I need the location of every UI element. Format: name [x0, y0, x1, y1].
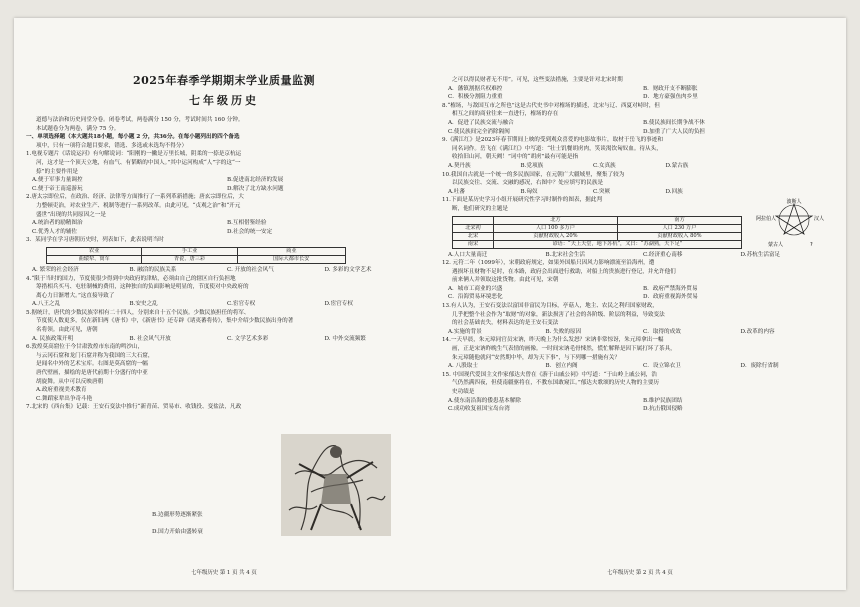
- table-cell: 曲辕犁、筒车: [47, 255, 142, 263]
- question-4-line: 离心力日渐增大。”这直接导致了: [36, 292, 115, 299]
- question-9-line: 收拾旧山河，朝天阙！”词中的“胡虏”最有可能是指: [452, 154, 579, 161]
- question-13-options: [442, 328, 838, 337]
- option-a: A.政府重视美术教育: [36, 387, 87, 394]
- exam-subtitle: 七年级历史: [189, 94, 259, 107]
- table-cell: 南宋: [453, 240, 494, 248]
- page-footer: 七年级历史 第 1 页 共 4 页: [191, 570, 257, 577]
- question-15-line: 气仍然满四夜，但使南疆驱将在，不教东国敢窥江。”郁达夫歌颂的历史人物的主要历: [452, 380, 660, 387]
- question-8: 8.“榷场，与敌国互市之所也”这是古代史书中对榷场的描述，北宋与辽、西夏对峙时，但: [442, 102, 661, 109]
- option-a: A.吐蕃: [448, 188, 466, 195]
- option-c: C.使民族间完全消除隔阂: [448, 128, 510, 135]
- question-1: 1.电视专题片《话说运河》有句解说词：“阳刚的一撇是万里长城，阴柔的一捺是京杭运: [26, 151, 242, 158]
- option-d: D.加重了广大人民的负担: [643, 128, 706, 135]
- question-7-cont: 之可以得民财者无不用”。可见，这些变法措施，主要是针对北宋时期: [452, 77, 623, 83]
- option-b: B.党项族: [520, 162, 544, 169]
- option-c: C.便于帝王南巡游玩: [32, 185, 83, 192]
- option-d: D.社会的统一安定: [227, 228, 273, 235]
- question-10-options: [442, 188, 738, 197]
- option-c: C.宦官专权: [227, 301, 256, 308]
- table-cell: 贡献财政收入 80%: [617, 232, 741, 240]
- question-3-options: [26, 266, 422, 275]
- dunhuang-mural-image: [281, 434, 391, 536]
- question-6-line: 与云冈石窟和龙门石窟并称为我国的三大石窟，: [36, 352, 154, 359]
- option-b: B.维护民族团结: [643, 397, 683, 404]
- option-a: A．促进了民族交流与融合: [448, 119, 514, 126]
- table-cell: 国际大都市长安: [237, 255, 345, 263]
- question-5-line: 名将领。由此可见，唐朝: [36, 327, 98, 334]
- question-12-line: 前来俩人并领取这批货物。由此可见，宋朝: [452, 277, 559, 284]
- option-b: B. 社会风气开放: [129, 335, 171, 342]
- option-a: A．藩镇割据兵权难控: [448, 85, 503, 92]
- table-cell: 谚语：“天上天堂，地下苏杭”，又曰：“苏湖熟，天下足”: [493, 240, 741, 248]
- question-12-line: 遇损坏且财物不足时，在本路，政府会出面进行救助，对船上的贵族进行登记，并允许他们: [452, 268, 676, 275]
- question-5-line: 节度使人数更多，仅在新旧两《唐书》中，《新唐书》还专辟《诸夷蕃将传》，集中介绍少数民族出身的著: [36, 318, 294, 325]
- table-cell: 人口 230 万户: [617, 224, 741, 232]
- question-15: 15. 中国现代爱国主文作家郁达夫曾在《游于山戚公祠》中写道：“于山岭上戚公祠，浩: [442, 371, 657, 378]
- question-15-options: [442, 397, 838, 406]
- option-b: B.安史之乱: [129, 301, 158, 308]
- question-15-options: [442, 405, 838, 414]
- table-header: 北方: [493, 216, 617, 224]
- option-a: A.使东南沿海的倭患基本解除: [448, 397, 521, 404]
- option-d: D．废除行省制: [740, 363, 779, 370]
- option-a: A.实施的背景: [448, 328, 482, 335]
- option-c: C．积极分割阻力重重: [448, 94, 503, 101]
- table-header: [453, 216, 494, 224]
- question-13: 13.有人认为，王安石变法以富国非富民为目标，亭菇人，地主、农民之利归国家财政，: [442, 303, 658, 310]
- table-header: 南方: [617, 216, 741, 224]
- option-c: C. 文学艺术多彩: [227, 335, 269, 342]
- question-4: 4.“限于当时的国力，节度使很少得到中央政府的津贴，必须由自己的辖区自行负担地: [26, 275, 236, 282]
- option-b: B.北宋社会生活: [545, 251, 585, 258]
- option-d: D.改革的内容: [740, 328, 775, 335]
- option-d: D. 中外交流频繁: [324, 335, 366, 342]
- option-a: A.契丹族: [448, 162, 471, 169]
- question-6-line: 唐代壁画，描绘的是唐代前期十分盛行的中亚: [36, 370, 148, 377]
- question-2: 2.唐太宗即位后，在政治、经济、法律等方面推行了一系列革新措施；唐玄宗即位后，大: [26, 194, 244, 201]
- question-13-line: 几乎把整个社会作为“取财”的对象，新法损害了社会的各阶级、阶层的利益，导致变法: [452, 311, 665, 318]
- question-6: 6.敦煌莫高窟位于今甘肃敦煌市东南的鸣沙山，: [26, 344, 144, 351]
- option-c: C．取得的成效: [643, 328, 681, 335]
- option-a: A.统治者的励精图治: [32, 220, 83, 227]
- diagram-label: 阿拉伯人: [756, 216, 777, 222]
- question-8-line: 相互之间的商业往来一直进行，榷场的存在: [452, 111, 559, 118]
- question-1-options: [26, 176, 422, 185]
- question-3-table: [46, 247, 346, 264]
- option-d: D.宦官专权: [324, 301, 353, 308]
- option-a: A. 八股取士: [448, 363, 478, 370]
- question-12: 12. 元符二年（1099年），宋朝政府规定，如果外国船只因风力影响漂流至沿海州，遭: [442, 260, 655, 267]
- option-d: D. 多彩的文学艺术: [324, 266, 372, 273]
- question-5-options: [26, 335, 422, 344]
- option-a: A.人口大量南迁: [448, 251, 488, 258]
- question-2-line: 盛世”出现的共同原因之一是: [36, 211, 106, 218]
- option-c: C.成功收复祖国宝岛台湾: [448, 406, 510, 413]
- option-d: D.苏杭生活富足: [740, 251, 781, 258]
- question-11: 11.下面是某历史学习小组开展研究性学习时制作的图表，据此判: [442, 197, 602, 204]
- question-4-options: [26, 300, 422, 309]
- option-d: D.抗击俄国侵略: [643, 406, 683, 413]
- option-c: C.突厥: [593, 188, 611, 195]
- diagram-label: 蒙古人: [768, 242, 784, 248]
- option-b: B. 失败的原因: [545, 328, 582, 335]
- question-2-line: 力整顿吏治，对农业生产、税制等进行一系列改革。由此可见，“贞观之治”和“开元: [36, 202, 241, 209]
- section-heading-cont: 项中，只有一项符合题目要求，错选、多选或未选均不得分）: [36, 142, 188, 149]
- question-2-options: [26, 219, 422, 228]
- question-6-line: 胡旋舞。从中可以反映唐朝: [36, 378, 104, 385]
- question-15-line: 史功绩是: [452, 389, 475, 395]
- question-1-line: 捺”的主要作用是: [36, 168, 79, 175]
- exam-note: 本试题卷分为两卷，满分 75 分。: [36, 125, 120, 132]
- question-7-options: [442, 85, 838, 94]
- option-c: C. 开放的社会风气: [227, 266, 274, 273]
- option-b: B．财政开支不断膨胀: [643, 85, 698, 92]
- option-b: B.促进南北经济的发展: [227, 177, 284, 184]
- diagram-label: 波斯人: [786, 199, 802, 205]
- question-12-options: [442, 293, 838, 302]
- question-1-options: [26, 185, 422, 194]
- option-a: A. 繁荣的社会经济: [32, 266, 79, 273]
- question-11-table: [452, 216, 742, 249]
- question-7: 7.北宋的《西台集》记载：王安石变法中推行“新青苗、贸易市、收钱役、变盐法，凡政: [26, 404, 242, 411]
- question-14-line: 画，正是宋讷昨晚生气表情的画像。一时间宋讷毛骨悚然，慌忙解释是因下属打坏了茶具，: [452, 346, 676, 353]
- question-12-options: [442, 285, 838, 294]
- question-13-line: 的社会基础丧失，材料表达的是王安石变法: [452, 320, 559, 327]
- question-7-options: [442, 93, 838, 102]
- option-c: C．沿海贸易环境恶化: [448, 294, 503, 301]
- option-b: B.匈奴: [520, 188, 538, 195]
- table-header: 手工业: [142, 247, 237, 255]
- option-c: C.舞蹈家辈出争奇斗艳: [36, 395, 93, 402]
- option-d: D.国力开始由盛转衰: [152, 529, 203, 535]
- option-a: A.八王之乱: [32, 301, 61, 308]
- exam-title: 2025年春季学期期末学业质量监测: [132, 74, 316, 87]
- option-d: D.回族: [665, 188, 683, 195]
- option-b: B．创立内阁: [545, 363, 578, 370]
- question-10-line: 以民族交往、交流、交融的感况，右图中？处应填写的民族是: [452, 180, 604, 187]
- question-11-line: 断，他们研究的主题是: [452, 205, 508, 212]
- table-header: 商业: [237, 247, 345, 255]
- table-cell: 北宋: [453, 232, 494, 240]
- option-b: B. 融洽的民族关系: [129, 266, 177, 273]
- option-c: C.女真族: [593, 162, 616, 169]
- question-6-line: 是闻名中外的艺术宝库。右图是莫高窟的一幅: [36, 361, 148, 368]
- option-c: C.优秀人才的辅佐: [32, 228, 78, 235]
- table-cell: 青瓷、唐三彩: [142, 255, 237, 263]
- option-b: B.互相借鉴经验: [227, 220, 267, 227]
- question-9-options: [442, 162, 738, 171]
- question-5: 5.据统计，唐代的少数民族宰相有二十四人，分别来自十五个民族。少数民族担任的将军、: [26, 309, 250, 316]
- question-10: 10.我国自古就是一个统一的多民族国家，在元朝广大疆域里，聚集了较为: [442, 171, 625, 178]
- option-d: D.解决了北方缺水问题: [227, 185, 284, 192]
- option-d: D．政府重视海外贸易: [643, 294, 698, 301]
- question-14: 14.一天早晨，朱元璋同官员宋讷，昨天晚上为什么发怒？宋讷非常惊讶，朱元璋拿出一幅: [442, 337, 664, 344]
- diagram-label: 汉人: [814, 216, 825, 222]
- option-a: A. 民族政策开明: [32, 335, 74, 342]
- option-b: B.使民族间长期争战不休: [643, 119, 705, 126]
- question-14-line: 朱元璋随他就问“安然期中毕，却为天下事”，与下列哪一措施有关？: [452, 354, 620, 361]
- option-c: C．设立锦衣卫: [643, 363, 681, 370]
- question-4-line: 筹措相兵买马、屯驻制械的费用，这种独自的负面影响是明显的，节度使对中央政府的: [36, 284, 249, 291]
- exam-note: 道德与法治和历史同堂分卷。闭卷考试，两卷满分 150 分，考试时间共 160 分钟。: [36, 117, 244, 123]
- question-1-line: 河，这才是一个顶天立地，有血气、有韬略的中国人。”其中运河构成“人”字的这“一: [36, 159, 241, 166]
- page-2: [442, 18, 838, 590]
- question-3: 3．某同学在学习唐朝历史时，列表如下，此表说明当时: [26, 237, 164, 244]
- option-a: A.便于军事力量调控: [32, 177, 83, 184]
- question-14-options: [442, 362, 838, 371]
- option-a: A．城市工商业的兴盛: [448, 285, 503, 292]
- question-9-line: 同名词作。岳飞在《满江红》中写道：“壮士饥餐胡虏肉，笑谈渴饮匈奴血。待从头，: [452, 145, 662, 152]
- exam-sheet: [14, 18, 846, 590]
- option-c: C.经济重心南移: [643, 251, 683, 258]
- page-footer: 七年级历史 第 2 页 共 4 页: [607, 570, 673, 577]
- option-d: D.蒙古族: [665, 162, 689, 169]
- table-cell: 北宋初: [453, 224, 494, 232]
- option-b: B.边疆形势逐渐紧张: [152, 512, 203, 518]
- option-b: B．政府严禁海外贸易: [643, 285, 698, 292]
- question-8-options: [442, 128, 838, 137]
- page-1: [26, 18, 422, 590]
- section-heading: 一、单项选择题（本大题共18小题，每小题 2 分，共36分。在每小题列出的四个备选: [26, 134, 240, 141]
- question-9: 9.《满江红》是2023年春节期间上映的受到观众喜爱的电影故事片，取材于岳飞的事迹和: [442, 137, 663, 144]
- table-header: 农业: [47, 247, 142, 255]
- option-d: D．地方豪强鱼肉乡里: [643, 94, 698, 101]
- table-cell: 贡献财政收入 20%: [493, 232, 617, 240]
- question-2-options: [26, 228, 422, 237]
- diagram-label: ?: [810, 242, 813, 248]
- ethnic-relations-diagram: [752, 198, 836, 260]
- table-cell: 人口 100 多万户: [493, 224, 617, 232]
- question-8-options: [442, 119, 838, 128]
